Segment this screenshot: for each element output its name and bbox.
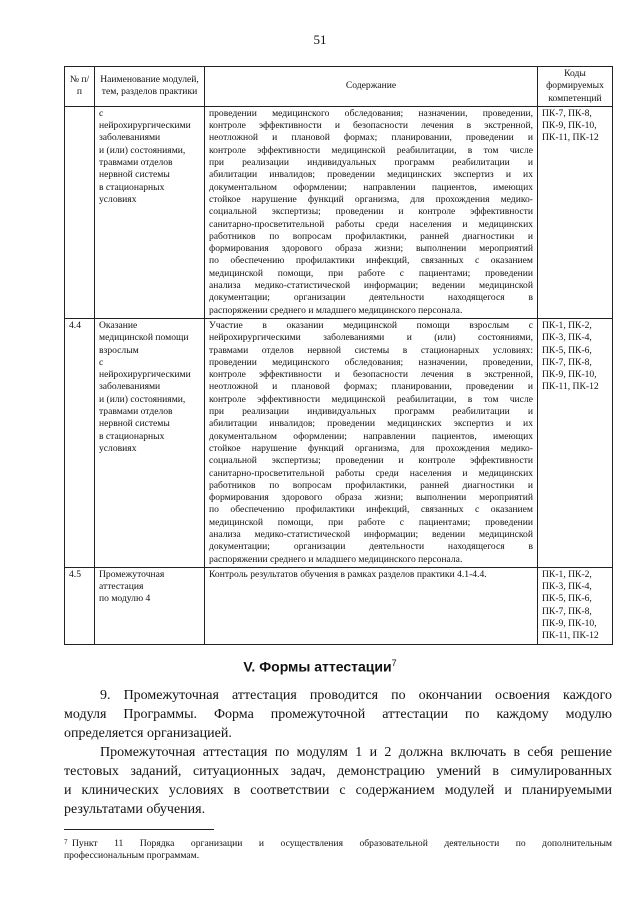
competency-code-line: ПК-11, ПК-12 [542,381,599,393]
module-name-line: в стационарных [99,430,165,442]
content-line: по обеспечению профилактики инфекций, связанных с оказанием [209,504,533,516]
content-line: медицинской помощи, при работе с пациентами; проведении [209,516,533,528]
competency-code-line: ПК-9, ПК-10, [542,120,597,132]
content-line: социальной экспертизы; проведении и контроле эффективности [209,455,533,467]
content-line: медицинской помощи, при работе с пациентами; проведении [209,267,533,279]
content-line: документации; организации деятельности находящегося в [209,541,533,553]
module-name-line: нейрохирургическими [99,369,191,381]
content-line: по обеспечению профилактики инфекций, связанных с оказанием [209,255,533,267]
table-row [65,318,613,567]
content-line: документации; организации деятельности находящегося в [209,292,533,304]
module-name-line: аттестация [99,581,144,593]
module-name-line: травмами отделов [99,406,173,418]
module-name-line: по модулю 4 [99,593,151,605]
page-number: 51 [313,32,327,47]
module-name-line: заболеваниями [99,132,161,144]
footnote-line: профессиональным программам. [64,850,200,861]
competency-code-line: ПК-9, ПК-10, [542,369,597,381]
competency-code-line: ПК-9, ПК-10, [542,618,597,630]
module-name-line: травмами отделов [99,157,173,169]
content-cell [205,567,538,644]
module-name-line: нервной системы [99,169,170,181]
module-name-cell [95,106,205,318]
content-line: анализа медико-статистической информации; ведении медицинской [209,280,533,292]
paragraph-line: и клинических условиях в соответствии с содержанием модулей и планируемыми [64,783,612,798]
footnote-line: Пункт 11 Порядка организации и осуществления образовательной деятельности по дополнительным [72,838,612,849]
content-line: работников по вопросам профилактики, ранней диагностики и [209,230,533,242]
content-line: стойкое нарушение функций организма, для прохождения медико- [209,442,533,454]
content-line: документальном оформлении; направлении пациентов, имеющих [209,430,533,442]
content-line: нейрохирургическими заболеваниями и (или) состояниями, [209,332,533,344]
content-line: абилитации инвалидов; проведении медицинских экспертиз и их [209,169,533,181]
content-line: контроле эффективности медицинской реабилитации, в том числе [209,393,533,405]
footnote-mark: 7 [64,838,68,846]
content-line: санитарно-просветительной работы среди населения и медицинских [209,467,533,479]
content-line: абилитации инвалидов; проведении медицинских экспертиз и их [209,418,533,430]
module-name-line: медицинской помощи [99,332,189,344]
module-name-line: нейрохирургическими [99,120,191,132]
competency-code-line: ПК-7, ПК-8, [542,107,592,119]
paragraph-line: результатами обучения. [64,802,206,817]
module-name-line: Промежуточная [99,568,165,580]
competency-codes-cell [538,318,613,567]
content-line: контроле эффективности и безопасности лечения в экстренной, [209,120,533,132]
content-line: проведении медицинского обследования; назначении, проведении, [209,107,533,119]
content-line: социальной экспертизы; проведении и контроле эффективности [209,206,533,218]
module-name-line: условиях [99,442,137,454]
content-line: работников по вопросам профилактики, ранней диагностики и [209,479,533,491]
paragraph-line: 9. Промежуточная аттестация проводится по окончании освоения каждого [100,688,612,703]
header-name: Наименование модулей, тем, разделов практики [95,67,205,107]
content-cell [205,318,538,567]
footnote-divider [64,829,214,830]
module-name-line: условиях [99,193,137,205]
section-title [0,658,640,675]
footnote-ref: 7 [391,658,397,668]
footnote [64,838,612,862]
content-line: проведении медицинского обследования; назначении, проведении, [209,356,533,368]
competency-code-line: ПК-3, ПК-4, [542,581,592,593]
row-number [65,106,95,318]
module-name-line: взрослым [99,344,139,356]
competency-code-line: ПК-7, ПК-8, [542,356,592,368]
content-line: Контроль результатов обучения в рамках разделов практики 4.1-4.4. [209,568,487,580]
row-number: 4.5 [65,567,95,644]
header-content: Содержание [205,67,538,107]
program-content-table [64,66,613,645]
table-row [65,106,613,318]
content-line: формирования здорового образа жизни; выполнении мероприятий [209,492,533,504]
content-line: документальном оформлении; направлении пациентов, имеющих [209,181,533,193]
paragraph-line: модуля Программы. Форма промежуточной аттестации по каждому модулю [64,707,612,722]
module-name-cell [95,567,205,644]
competency-code-line: ПК-1, ПК-2, [542,319,592,331]
row-number: 4.4 [65,318,95,567]
module-name-cell [95,318,205,567]
module-name-line: и (или) состояниями, [99,393,186,405]
header-num: № п/п [65,67,95,107]
module-name-line: и (или) состояниями, [99,144,186,156]
competency-code-line: ПК-11, ПК-12 [542,630,599,642]
content-line: Участие в оказании медицинской помощи взрослым с [209,319,533,331]
competency-code-line: ПК-5, ПК-6, [542,593,592,605]
content-line: формирования здорового образа жизни; выполнении мероприятий [209,243,533,255]
table-header-row [65,67,613,107]
paragraph-intermediate [64,743,612,819]
paragraph-9 [64,686,612,743]
module-name-line: в стационарных [99,181,165,193]
content-line: распоряжении среднего и младшего медицинского персонала. [209,304,463,316]
module-name-line: с [99,356,104,368]
paragraph-line: Промежуточная аттестация по модулям 1 и 2 должна включать в себя решение [100,745,612,760]
module-name-line: заболеваниями [99,381,161,393]
content-line: стойкое нарушение функций организма, для прохождения медико- [209,193,533,205]
content-line: распоряжении среднего и младшего медицинского персонала. [209,553,463,565]
competency-code-line: ПК-7, ПК-8, [542,605,592,617]
content-line: при реализации индивидуальных программ реабилитации и [209,406,533,418]
competency-code-line: ПК-1, ПК-2, [542,568,592,580]
competency-code-line: ПК-5, ПК-6, [542,344,592,356]
content-line: травмами отделов нервной системы в стационарных условиях: [209,344,533,356]
table-row [65,567,613,644]
competency-codes-cell [538,106,613,318]
content-cell [205,106,538,318]
content-line: неотложной и плановой формах; планировании, проведении и [209,132,533,144]
paragraph-line: тестовых заданий, ситуационных задач, демонстрацию умений в симулированных [64,764,612,779]
content-line: санитарно-просветительной работы среди населения и медицинских [209,218,533,230]
paragraph-line: определяется организацией. [64,726,232,741]
competency-codes-cell [538,567,613,644]
content-line: контроле эффективности и безопасности лечения в экстренной, [209,369,533,381]
module-name-line: Оказание [99,319,138,331]
section-title-text: V. Формы аттестации [243,658,392,675]
content-line: при реализации индивидуальных программ реабилитации и [209,157,533,169]
competency-code-line: ПК-11, ПК-12 [542,132,599,144]
header-codes: Коды формируемых компетенций [538,67,613,107]
module-name-line: с [99,107,104,119]
content-line: контроле эффективности медицинской реабилитации, в том числе [209,144,533,156]
content-line: анализа медико-статистической информации; ведении медицинской [209,528,533,540]
competency-code-line: ПК-3, ПК-4, [542,332,592,344]
content-line: неотложной и плановой формах; планировании, проведении и [209,381,533,393]
module-name-line: нервной системы [99,418,170,430]
